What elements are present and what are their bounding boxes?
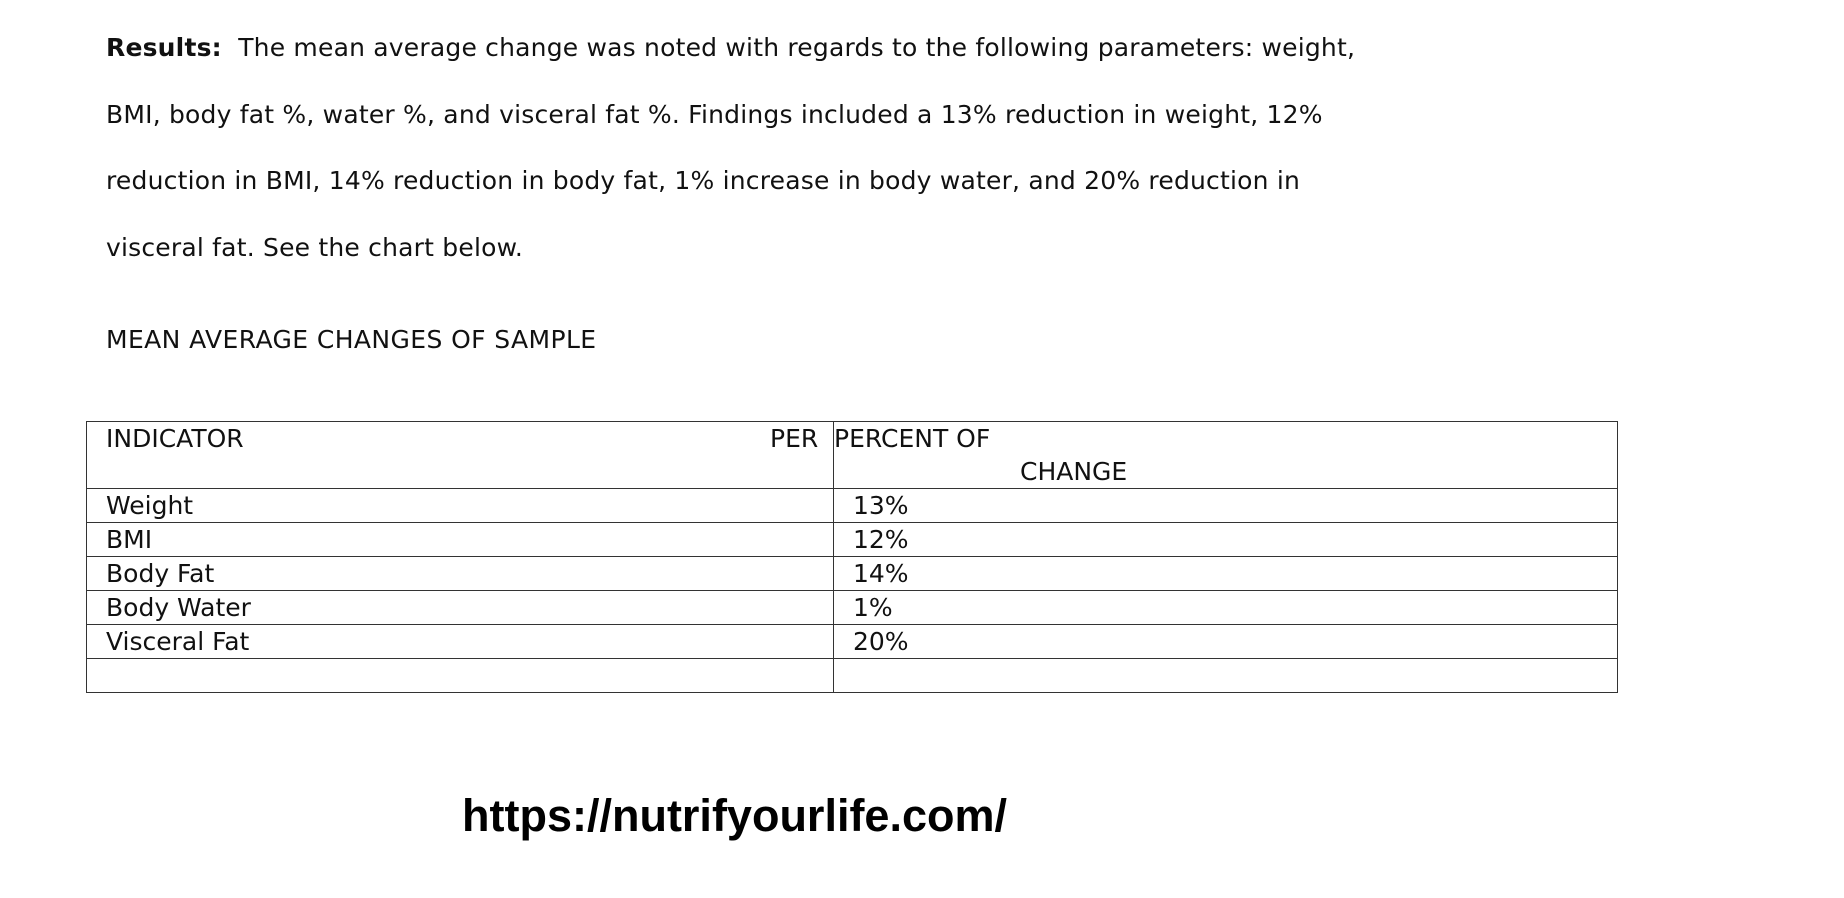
results-line-4: visceral fat. See the chart below. [106, 233, 524, 262]
table-row [87, 591, 1618, 625]
row-indicator: Visceral Fat [87, 625, 834, 659]
table-header-row [87, 422, 1618, 489]
table-row [87, 625, 1618, 659]
table-title: MEAN AVERAGE CHANGES OF SAMPLE [106, 325, 597, 354]
results-line-1 [106, 33, 1355, 63]
table-row [87, 557, 1618, 591]
table-row-empty [87, 659, 1618, 693]
header-indicator [87, 422, 834, 489]
results-line-3: reduction in BMI, 14% reduction in body fat, 1% increase in body water, and 20% reduction in [106, 166, 1301, 195]
header-change-line-2: CHANGE [1020, 457, 1128, 486]
row-change: 14% [834, 557, 1618, 591]
row-change: 1% [834, 591, 1618, 625]
row-indicator: Body Fat [87, 557, 834, 591]
row-indicator [87, 659, 834, 693]
header-change-line-1: PERCENT OF [834, 424, 991, 453]
header-change [834, 422, 1618, 489]
results-lead-label: Results: [106, 33, 222, 62]
results-text-1: The mean average change was noted with regards to the following parameters: weight, [238, 33, 1356, 62]
row-change [834, 659, 1618, 693]
results-line-2: BMI, body fat %, water %, and visceral fat %. Findings included a 13% reduction in weight, 12% [106, 100, 1323, 129]
row-indicator: Body Water [87, 591, 834, 625]
results-table [86, 421, 1618, 693]
row-change: 20% [834, 625, 1618, 659]
header-overflow-text: PER [770, 424, 819, 453]
row-change: 12% [834, 523, 1618, 557]
row-indicator: BMI [87, 523, 834, 557]
table-row [87, 489, 1618, 523]
row-change: 13% [834, 489, 1618, 523]
header-indicator-label: INDICATOR [106, 424, 244, 453]
table-row [87, 523, 1618, 557]
row-indicator: Weight [87, 489, 834, 523]
footer-url-link[interactable]: https://nutrifyourlife.com/ [462, 790, 1007, 841]
